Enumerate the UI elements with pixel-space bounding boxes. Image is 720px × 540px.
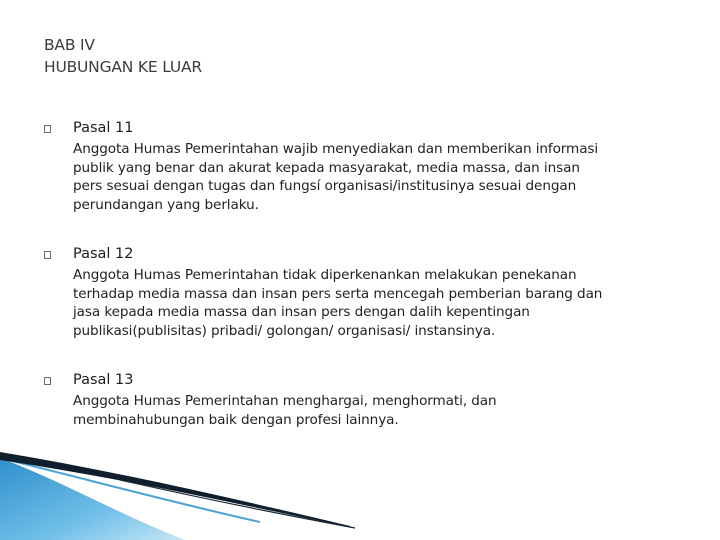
article-text: Anggota Humas Pemerintahan menghargai, menghormati, dan membinahubungan baik dengan profesi lainnya. [73, 393, 497, 428]
decorative-wave [0, 440, 720, 540]
slide-title [44, 34, 202, 78]
article-heading: Pasal 13 [73, 372, 134, 388]
article-heading: Pasal 11 [73, 120, 134, 136]
article-item-pasal-13 [44, 370, 694, 429]
square-bullet-icon [44, 377, 51, 385]
article-item-pasal-11 [44, 118, 694, 214]
article-heading: Pasal 12 [73, 246, 134, 262]
square-bullet-icon [44, 251, 51, 259]
article-text: Anggota Humas Pemerintahan wajib menyediakan dan memberikan informasi publik yang benar dan akurat kepada masyarakat, media massa, dan insan pers sesuai dengan tugas dan fungsí organisasi/institusinya sesuai dengan perundangan yang berlaku. [73, 141, 599, 213]
square-bullet-icon [44, 125, 51, 133]
article-item-pasal-12 [44, 244, 694, 340]
title-line-chapter: BAB IV [44, 36, 95, 54]
title-line-topic: HUBUNGAN KE LUAR [44, 58, 202, 76]
article-text: Anggota Humas Pemerintahan tidak diperkenankan melakukan penekanan terhadap media massa dan insan pers serta mencegah pemberian barang dan jasa kepada media massa dan insan pers dengan dalih kepentingan publikasi(publisitas) pribadi/ golongan/ organisasi/ instansinya. [73, 267, 603, 339]
wave-dark-thin-stroke [120, 480, 355, 528]
article-list [44, 118, 694, 429]
